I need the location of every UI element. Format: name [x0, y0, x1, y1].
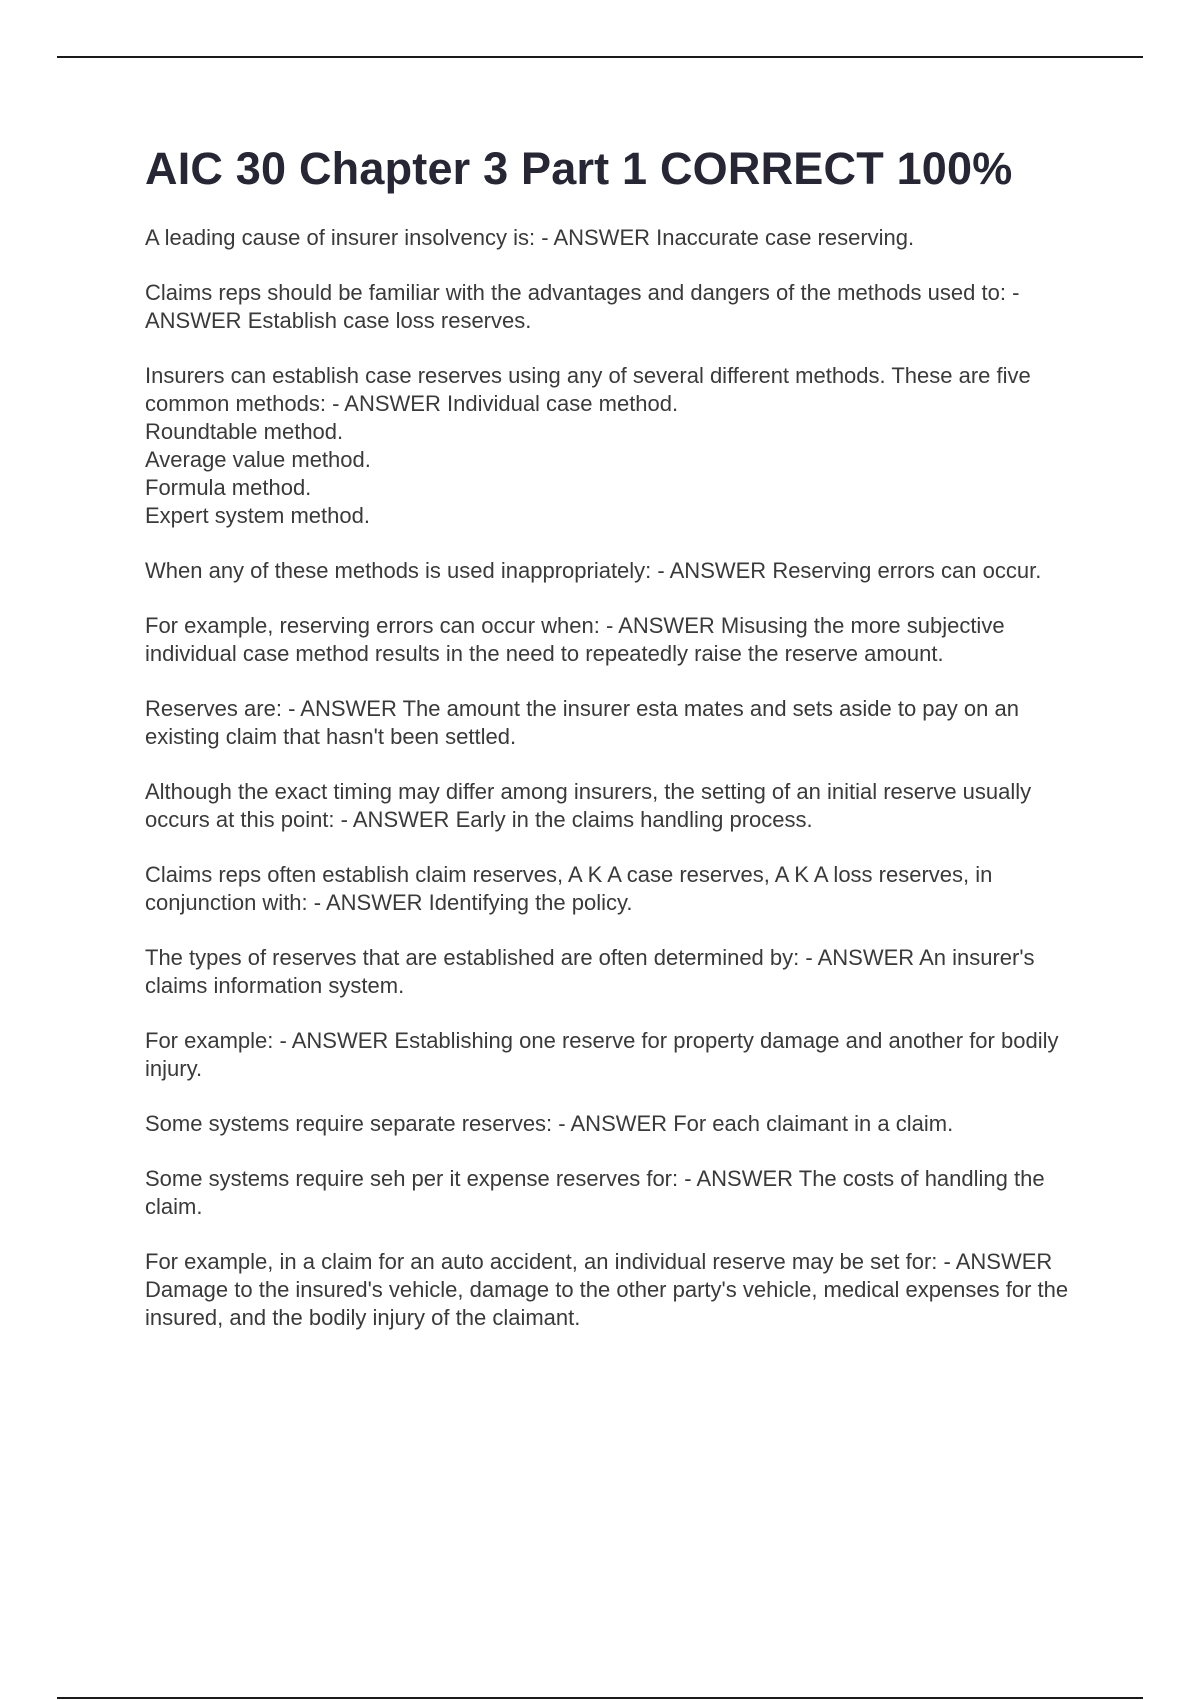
qa-entry — [145, 944, 1090, 1000]
question-text: Claims reps should be familiar with the advantages and dangers of the methods used to: — [145, 280, 1006, 305]
qa-entry — [145, 612, 1090, 668]
answer-separator: - ANSWER — [273, 1028, 395, 1053]
answer-text: Reserving errors can occur. — [772, 558, 1042, 583]
qa-entry — [145, 1165, 1090, 1221]
qa-entry — [145, 1110, 1090, 1138]
question-text: Insurers can establish case reserves using any of several different methods. These are five common methods: — [145, 363, 1031, 416]
qa-entry — [145, 861, 1090, 917]
answer-text: Establishing one reserve for property damage and another for bodily injury. — [145, 1028, 1059, 1081]
document-body — [145, 140, 1090, 1359]
question-text: For example, reserving errors can occur when: — [145, 613, 600, 638]
qa-entry — [145, 1248, 1090, 1332]
answer-separator: - ANSWER — [535, 225, 657, 250]
answer-text: Inaccurate case reserving. — [656, 225, 915, 250]
answer-text: Establish case loss reserves. — [247, 308, 532, 333]
document-title: AIC 30 Chapter 3 Part 1 CORRECT 100% — [145, 143, 1013, 194]
answer-text: The costs of handling the claim. — [145, 1166, 1045, 1219]
answer-separator: - ANSWER — [599, 613, 721, 638]
question-text: Although the exact timing may differ among insurers, the setting of an initial reserve usually occurs at this point: — [145, 779, 1032, 832]
answer-list-line: Roundtable method. — [145, 419, 344, 444]
question-text: A leading cause of insurer insolvency is: — [145, 225, 536, 250]
question-text: Some systems require separate reserves: — [145, 1111, 553, 1136]
answer-separator: - ANSWER — [799, 945, 920, 970]
qa-entry — [145, 224, 1090, 252]
question-text: Some systems require seh per it expense reserves for: — [145, 1166, 679, 1191]
top-rule — [57, 56, 1143, 58]
question-text: When any of these methods is used inappropriately: — [145, 558, 652, 583]
question-text: For example: — [145, 1028, 274, 1053]
answer-text: An insurer's claims information system. — [145, 945, 1035, 998]
answer-separator: - ANSWER — [281, 696, 403, 721]
answer-text: Early in the claims handling process. — [455, 807, 813, 832]
answer-text: Damage to the insured's vehicle, damage to the other party's vehicle, medical expenses for the insured, and the bodily injury of the claimant. — [145, 1277, 1069, 1330]
qa-entry — [145, 362, 1090, 530]
qa-entry — [145, 279, 1090, 335]
answer-list-line: Expert system method. — [145, 503, 370, 528]
answer-separator: - ANSWER — [307, 890, 429, 915]
answer-separator: - ANSWER — [325, 391, 447, 416]
bottom-rule — [57, 1697, 1143, 1699]
question-text: Reserves are: — [145, 696, 282, 721]
question-text: Claims reps often establish claim reserves, A K A case reserves, A K A loss reserves, in conjunction with: — [145, 862, 993, 915]
answer-separator: - ANSWER — [937, 1249, 1053, 1274]
answer-separator: - ANSWER — [145, 280, 1020, 333]
answer-text: Individual case method. — [446, 391, 679, 416]
answer-separator: - ANSWER — [678, 1166, 799, 1191]
answer-separator: - ANSWER — [651, 558, 773, 583]
answer-list-line: Formula method. — [145, 475, 312, 500]
qa-entry — [145, 778, 1090, 834]
qa-entry — [145, 695, 1090, 751]
answer-separator: - ANSWER — [552, 1111, 674, 1136]
qa-entry — [145, 1027, 1090, 1083]
answer-text: The amount the insurer esta mates and sets aside to pay on an existing claim that hasn't been settled. — [145, 696, 1019, 749]
answer-text: Identifying the policy. — [428, 890, 633, 915]
answer-text: Misusing the more subjective individual case method results in the need to repeatedly raise the reserve amount. — [145, 613, 1005, 666]
qa-entry — [145, 557, 1090, 585]
answer-separator: - ANSWER — [334, 807, 456, 832]
question-text: For example, in a claim for an auto accident, an individual reserve may be set for: — [145, 1249, 938, 1274]
answer-list-line: Average value method. — [145, 447, 371, 472]
answer-text: For each claimant in a claim. — [673, 1111, 954, 1136]
question-text: The types of reserves that are established are often determined by: — [145, 945, 800, 970]
